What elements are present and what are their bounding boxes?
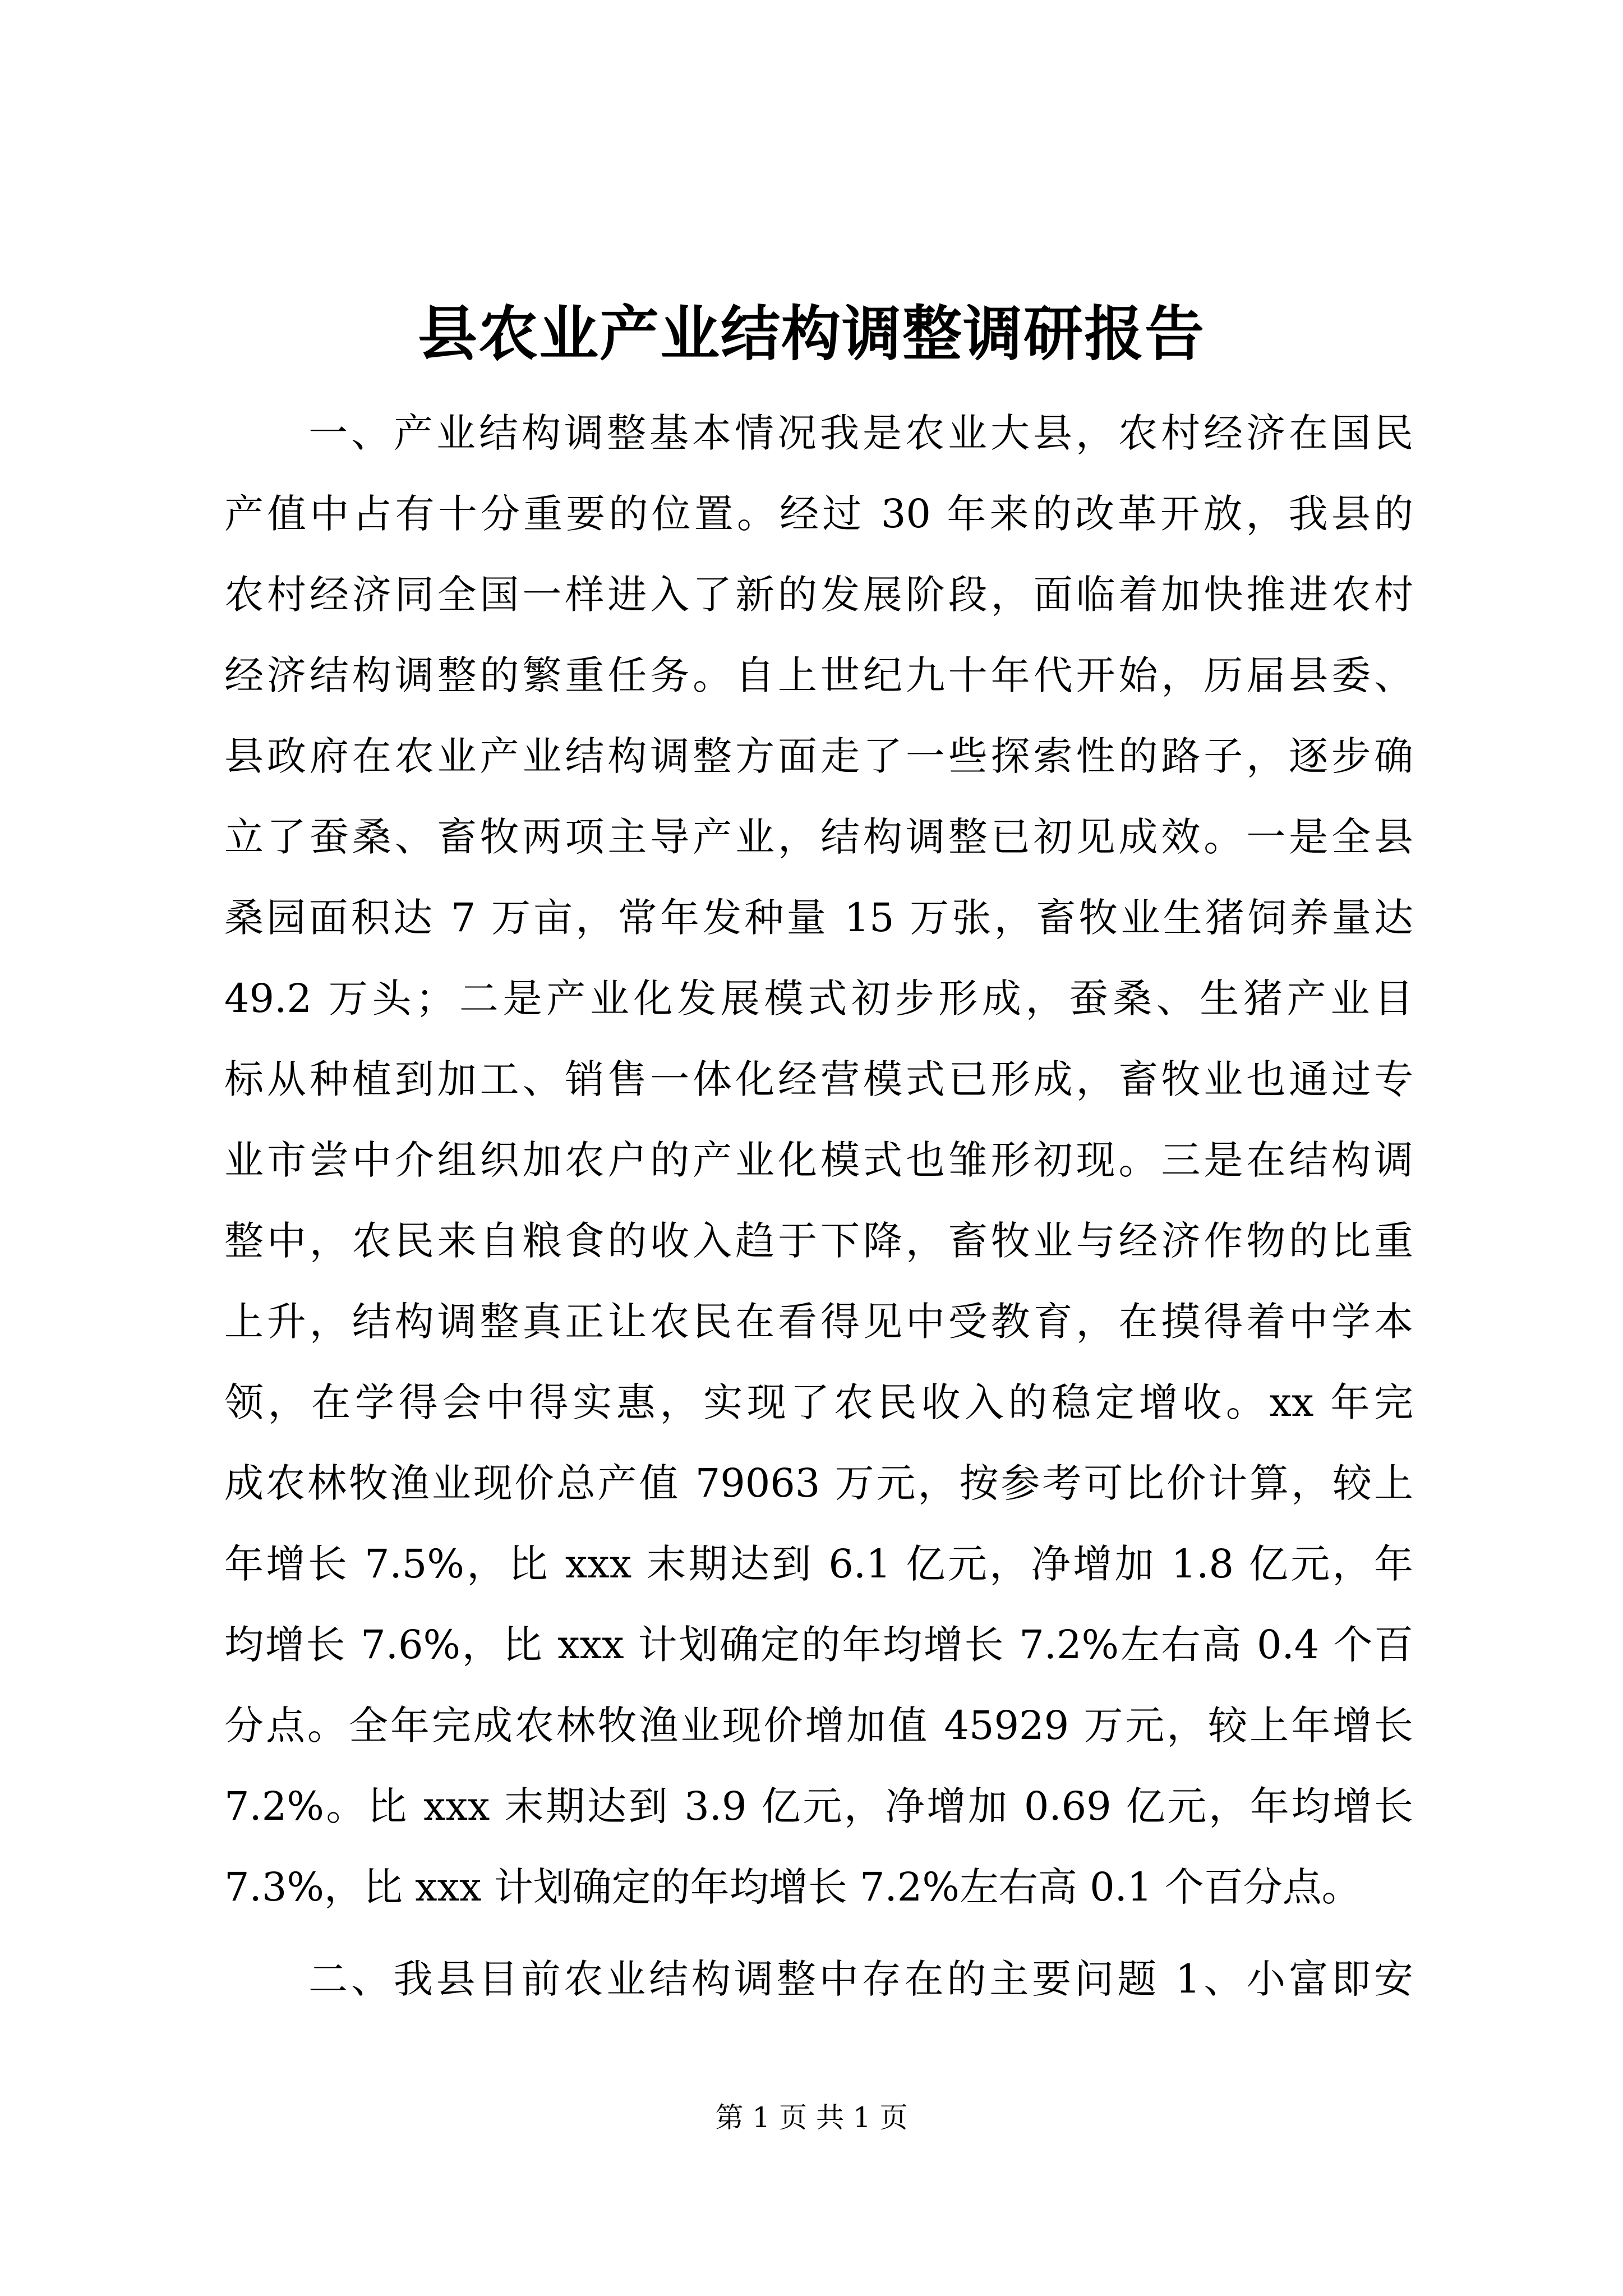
text-line: 立了蚕桑、畜牧两项主导产业，结构调整已初见成效。一是全县 xyxy=(224,814,1413,860)
document-body xyxy=(224,393,1413,2019)
text-line: 7.2%。比 xxx 末期达到 3.9 亿元，净增加 0.69 亿元，年均增长 xyxy=(224,1783,1413,1829)
text-line: 一、产业结构调整基本情况我是农业大县，农村经济在国民 xyxy=(308,410,1413,456)
text-line: 桑园面积达 7 万亩，常年发种量 15 万张，畜牧业生猪饲养量达 xyxy=(224,895,1413,941)
text-line: 经济结构调整的繁重任务。自上世纪九十年代开始，历届县委、 xyxy=(224,652,1413,698)
paragraph-1 xyxy=(224,393,1413,1927)
paragraph-2 xyxy=(224,1939,1413,2019)
text-line: 年增长 7.5%，比 xxx 末期达到 6.1 亿元，净增加 1.8 亿元，年 xyxy=(224,1541,1413,1587)
text-line: 标从种植到加工、销售一体化经营模式已形成，畜牧业也通过专 xyxy=(224,1056,1413,1102)
text-line: 均增长 7.6%，比 xxx 计划确定的年均增长 7.2%左右高 0.4 个百 xyxy=(224,1622,1413,1668)
text-line: 县政府在农业产业结构调整方面走了一些探索性的路子，逐步确 xyxy=(224,733,1413,779)
text-line: 农村经济同全国一样进入了新的发展阶段，面临着加快推进农村 xyxy=(224,572,1413,618)
text-line: 整中，农民来自粮食的收入趋于下降，畜牧业与经济作物的比重 xyxy=(224,1218,1413,1264)
text-line: 产值中占有十分重要的位置。经过 30 年来的改革开放，我县的 xyxy=(224,491,1413,537)
text-line: 二、我县目前农业结构调整中存在的主要问题 1、小富即安 xyxy=(308,1956,1413,2002)
text-line: 49.2 万头；二是产业化发展模式初步形成，蚕桑、生猪产业目 xyxy=(224,976,1413,1022)
text-line: 分点。全年完成农林牧渔业现价增加值 45929 万元，较上年增长 xyxy=(224,1703,1413,1749)
text-line: 业市尝中介组织加农户的产业化模式也雏形初现。三是在结构调 xyxy=(224,1137,1413,1183)
text-line: 领，在学得会中得实惠，实现了农民收入的稳定增收。xx 年完 xyxy=(224,1379,1413,1425)
paragraph-gap xyxy=(224,1927,1413,1939)
text-line: 7.3%，比 xxx 计划确定的年均增长 7.2%左右高 0.1 个百分点。 xyxy=(224,1864,1361,1910)
text-line: 成农林牧渔业现价总产值 79063 万元，按参考可比价计算，较上 xyxy=(224,1460,1413,1506)
document-title: 县农业产业结构调整调研报告 xyxy=(418,298,1205,369)
page-footer: 第 1 页 共 1 页 xyxy=(715,2101,908,2134)
text-line: 上升，结构调整真正让农民在看得见中受教育，在摸得着中学本 xyxy=(224,1299,1413,1345)
